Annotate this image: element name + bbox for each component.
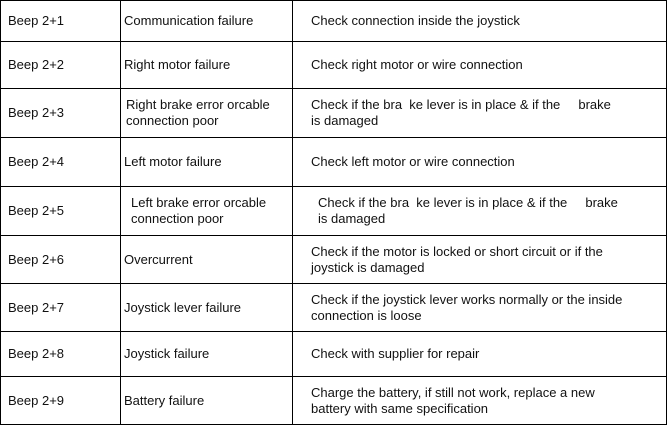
beep-code-cell: Beep 2+6: [1, 236, 121, 284]
beep-code-cell: Beep 2+7: [1, 284, 121, 332]
fault-cell: Overcurrent: [121, 236, 293, 284]
fault-cell: Right brake error orcable connection poor: [121, 89, 293, 138]
fault-cell: Left motor failure: [121, 138, 293, 187]
fault-cell: Battery failure: [121, 377, 293, 425]
table-row: [1, 377, 667, 425]
action-cell: Check if the joystick lever works normally or the inside connection is loose: [293, 284, 667, 332]
beep-code-cell: Beep 2+5: [1, 187, 121, 236]
table-row: [1, 1, 667, 42]
table-row: [1, 42, 667, 89]
action-cell: Check right motor or wire connection: [293, 42, 667, 89]
table-row: [1, 187, 667, 236]
beep-code-cell: Beep 2+4: [1, 138, 121, 187]
table-row: [1, 332, 667, 377]
beep-code-cell: Beep 2+2: [1, 42, 121, 89]
fault-cell: Left brake error orcable connection poor: [121, 187, 293, 236]
action-cell: Check if the bra ke lever is in place & if the brake is damaged: [293, 187, 667, 236]
action-cell: Check connection inside the joystick: [293, 1, 667, 42]
table-row: [1, 138, 667, 187]
action-cell: Check if the bra ke lever is in place & if the brake is damaged: [293, 89, 667, 138]
beep-code-cell: Beep 2+9: [1, 377, 121, 425]
beep-code-cell: Beep 2+3: [1, 89, 121, 138]
table-row: [1, 284, 667, 332]
beep-code-cell: Beep 2+1: [1, 1, 121, 42]
fault-cell: Communication failure: [121, 1, 293, 42]
action-cell: Check with supplier for repair: [293, 332, 667, 377]
action-cell: Check left motor or wire connection: [293, 138, 667, 187]
table-row: [1, 236, 667, 284]
table-row: [1, 89, 667, 138]
fault-cell: Right motor failure: [121, 42, 293, 89]
fault-cell: Joystick lever failure: [121, 284, 293, 332]
fault-cell: Joystick failure: [121, 332, 293, 377]
beep-code-cell: Beep 2+8: [1, 332, 121, 377]
action-cell: Charge the battery, if still not work, replace a new battery with same specification: [293, 377, 667, 425]
action-cell: Check if the motor is locked or short circuit or if the joystick is damaged: [293, 236, 667, 284]
